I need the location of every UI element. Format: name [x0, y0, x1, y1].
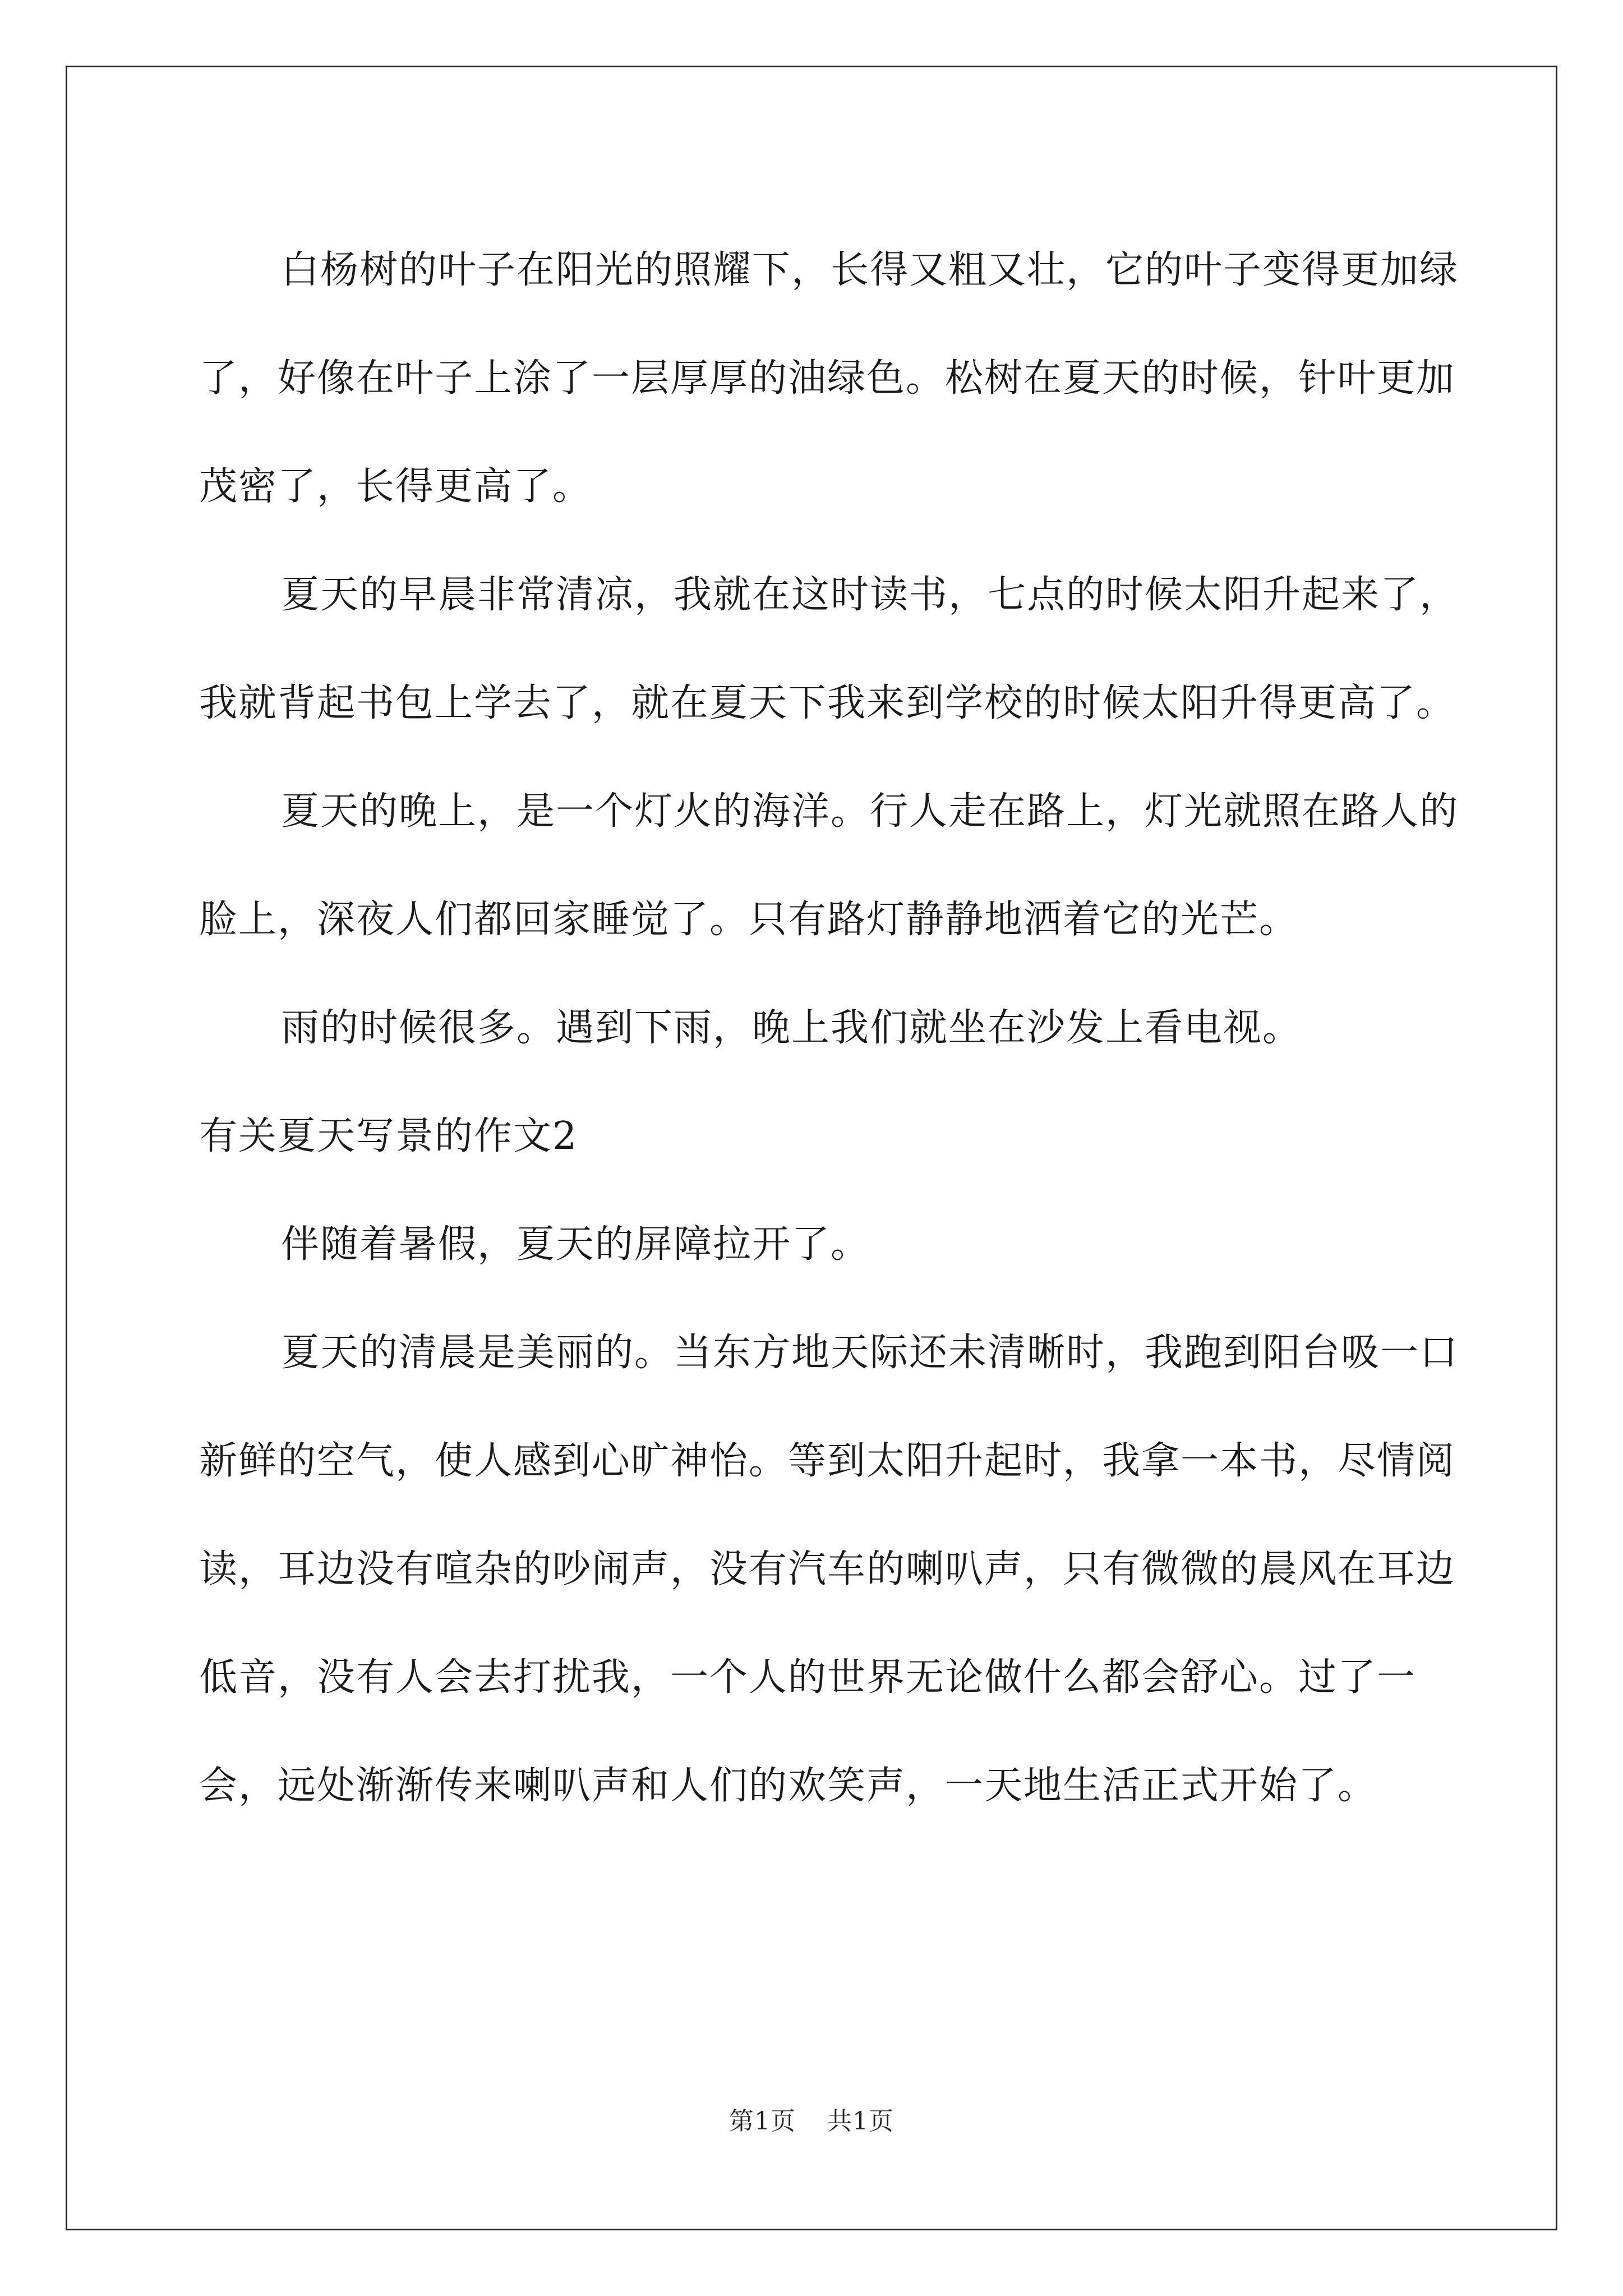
document-body	[199, 216, 1467, 1840]
section-heading: 有关夏天写景的作文2	[199, 1114, 578, 1158]
page-number: 第1页	[729, 2107, 796, 2136]
paragraph-poplar-pine: 白杨树的叶子在阳光的照耀下，长得又粗又壮，它的叶子变得更加绿了，好像在叶子上涂了一层厚厚的油绿色。松树在夏天的时候，针叶更加茂密了，长得更高了。	[199, 248, 1459, 509]
page-total: 共1页	[827, 2107, 894, 2136]
paragraph-summer-dawn: 夏天的清晨是美丽的。当东方地天际还未清晰时，我跑到阳台吸一口新鲜的空气，使人感到心旷神怡。等到太阳升起时，我拿一本书，尽情阅读，耳边没有喧杂的吵闹声，没有汽车的喇叭声，只有微微的晨风在耳边低音，没有人会去打扰我，一个人的世界无论做什么都会舒心。过了一会，远处渐渐传来喇叭声和人们的欢笑声，一天地生活正式开始了。	[199, 1331, 1459, 1808]
page-footer	[0, 2101, 1623, 2137]
paragraph-rain: 雨的时候很多。遇到下雨，晚上我们就坐在沙发上看电视。	[281, 1006, 1302, 1050]
paragraph-summer-vacation: 伴随着暑假，夏天的屏障拉开了。	[281, 1222, 870, 1267]
paragraph-summer-morning: 夏天的早晨非常清凉，我就在这时读书，七点的时候太阳升起来了，我就背起书包上学去了，就在夏天下我来到学校的时候太阳升得更高了。	[199, 573, 1459, 725]
paragraph-summer-evening: 夏天的晚上，是一个灯火的海洋。行人走在路上，灯光就照在路人的脸上，深夜人们都回家睡觉了。只有路灯静静地洒着它的光芒。	[199, 789, 1459, 942]
